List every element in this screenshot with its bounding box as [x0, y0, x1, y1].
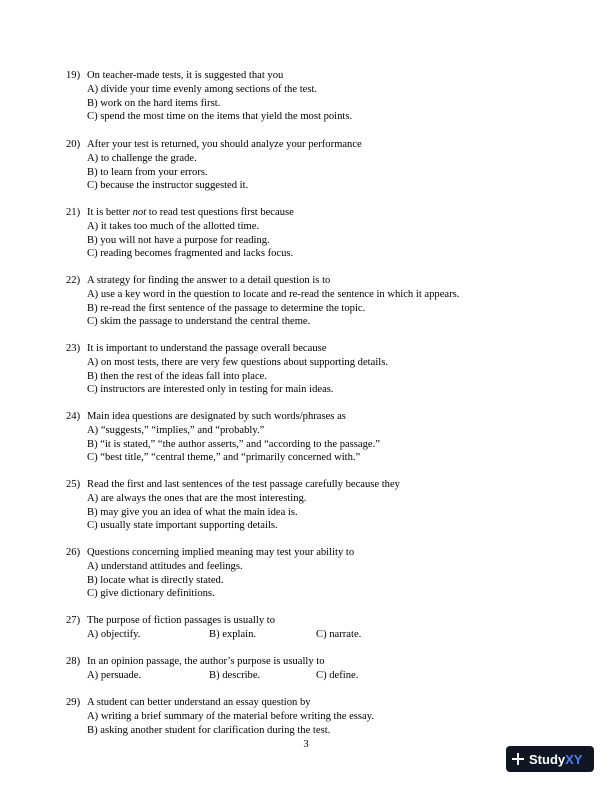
question-27 [66, 614, 586, 642]
choice-a: A) understand attitudes and feelings. [87, 560, 243, 572]
choice-a: A) divide your time evenly among sections of the test. [87, 83, 318, 95]
choice-c: C) “best title,” “central theme,” and “primarily concerned with.” [87, 452, 361, 464]
choice-c: C) reading becomes fragmented and lacks focus. [87, 248, 294, 260]
choice-b: B) explain. [209, 628, 257, 640]
choice-a: A) objectify. [87, 628, 141, 640]
choice-a: A) persuade. [87, 669, 142, 681]
question-number: 20) [66, 139, 81, 150]
choice-c: C) narrate. [316, 628, 362, 640]
choice-c: C) skim the passage to understand the central theme. [87, 316, 311, 328]
question-number: 26) [66, 547, 81, 558]
question-26 [66, 546, 586, 601]
question-stem: It is better not to read test questions first because [87, 207, 294, 218]
plus-icon [512, 753, 524, 765]
choice-c: C) spend the most time on the items that yield the most points. [87, 111, 353, 123]
question-number: 25) [66, 479, 81, 490]
choice-a: A) to challenge the grade. [87, 152, 197, 164]
question-number: 27) [66, 615, 81, 626]
question-stem-line [66, 274, 586, 288]
question-22 [66, 274, 586, 329]
question-stem-line [66, 69, 586, 83]
question-21 [66, 206, 586, 261]
question-stem: On teacher-made tests, it is suggested that you [87, 70, 284, 81]
question-stem-line [66, 206, 586, 220]
question-number: 24) [66, 411, 81, 422]
question-stem-line [66, 546, 586, 560]
brand-accent: XY [565, 751, 583, 767]
question-number: 22) [66, 275, 81, 286]
question-number: 23) [66, 343, 81, 354]
question-stem-line [66, 614, 586, 628]
question-stem: Read the first and last sentences of the test passage carefully because they [87, 479, 400, 490]
emphasis-not: not [132, 207, 147, 218]
inline-choices [66, 628, 586, 642]
question-stem: In an opinion passage, the author’s purpose is usually to [87, 656, 325, 667]
question-stem-line [66, 138, 586, 152]
question-stem: Questions concerning implied meaning may test your ability to [87, 547, 355, 558]
choice-c: C) because the instructor suggested it. [87, 180, 249, 192]
choice-c: C) define. [316, 669, 359, 681]
question-number: 28) [66, 656, 81, 667]
question-stem-line [66, 478, 586, 492]
choice-a: A) writing a brief summary of the material before writing the essay. [87, 710, 375, 722]
choice-c: C) usually state important supporting details. [87, 520, 278, 532]
choice-b: B) asking another student for clarification during the test. [87, 724, 331, 736]
question-stem-line [66, 342, 586, 356]
choice-c: C) instructors are interested only in testing for main ideas. [87, 384, 334, 396]
question-19 [66, 69, 586, 124]
question-number: 29) [66, 697, 81, 708]
question-stem: It is important to understand the passage overall because [87, 343, 327, 354]
question-29 [66, 696, 586, 737]
question-stem: Main idea questions are designated by such words/phrases as [87, 411, 346, 422]
choice-a: A) on most tests, there are very few questions about supporting details. [87, 356, 388, 368]
brand-main: Study [529, 751, 566, 767]
question-stem: After your test is returned, you should analyze your performance [87, 139, 362, 150]
choice-a: A) “suggests,” “implies,” and “probably.” [87, 424, 265, 436]
choice-b: B) describe. [209, 669, 261, 681]
choice-b: B) then the rest of the ideas fall into place. [87, 370, 268, 382]
choice-a: A) are always the ones that are the most interesting. [87, 492, 307, 504]
choice-c: C) give dictionary definitions. [87, 588, 215, 600]
page-number: 3 [303, 739, 309, 750]
question-number: 21) [66, 207, 81, 218]
inline-choices [66, 669, 586, 683]
question-23 [66, 342, 586, 397]
choice-b: B) work on the hard items first. [87, 97, 221, 109]
question-stem-line [66, 410, 586, 424]
question-stem: The purpose of fiction passages is usually to [87, 615, 276, 626]
choice-a: A) it takes too much of the allotted time. [87, 220, 260, 232]
choice-b: B) “it is stated,” “the author asserts,” and “according to the passage.” [87, 438, 380, 450]
question-stem: A strategy for finding the answer to a detail question is to [87, 275, 331, 286]
question-28 [66, 655, 586, 683]
choice-b: B) may give you an idea of what the main idea is. [87, 506, 298, 518]
question-stem: A student can better understand an essay question by [87, 697, 311, 708]
choice-b: B) locate what is directly stated. [87, 574, 224, 586]
question-25 [66, 478, 586, 533]
question-stem-line [66, 655, 586, 669]
choice-b: B) re-read the first sentence of the passage to determine the topic. [87, 302, 366, 314]
choice-b: B) you will not have a purpose for reading. [87, 234, 270, 246]
question-20 [66, 138, 586, 193]
question-24 [66, 410, 586, 465]
studyxy-watermark [506, 746, 594, 772]
question-number: 19) [66, 70, 81, 81]
choice-a: A) use a key word in the question to locate and re-read the sentence in which it appears. [87, 288, 460, 300]
choice-b: B) to learn from your errors. [87, 166, 208, 178]
question-stem-line [66, 696, 586, 710]
